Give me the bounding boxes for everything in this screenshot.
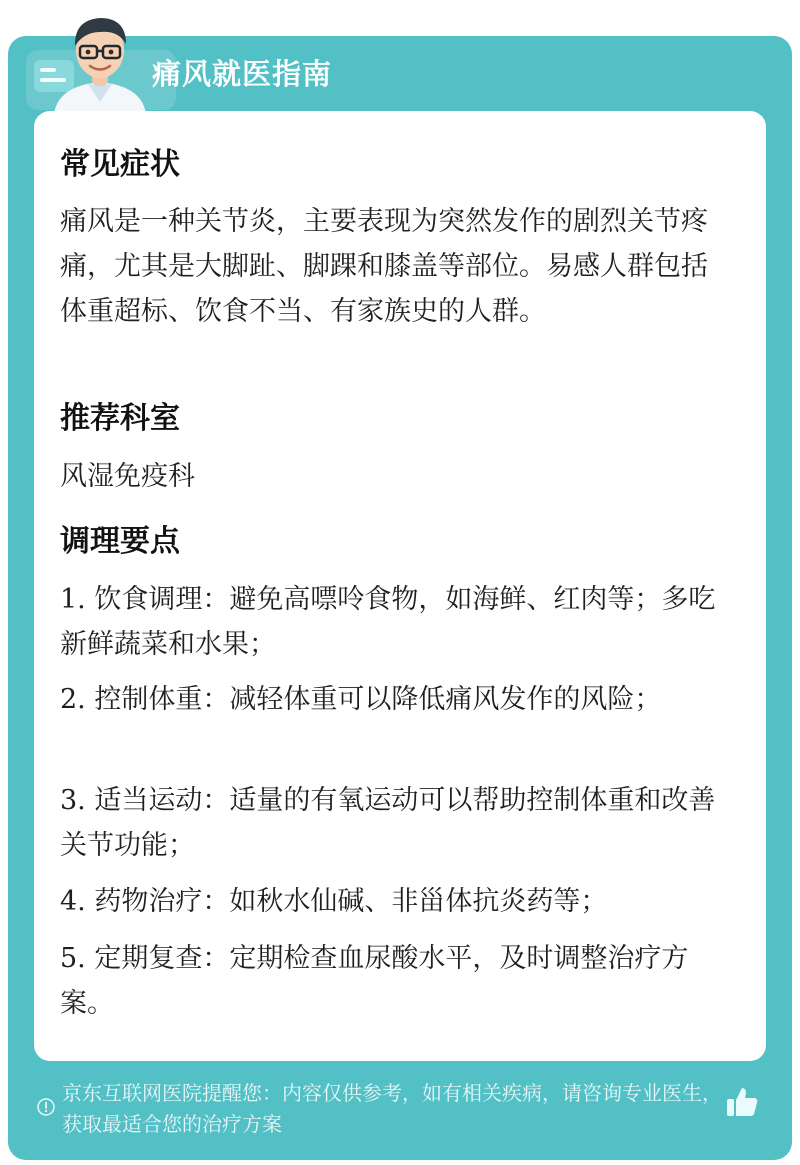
care-item xyxy=(60,778,730,868)
disclaimer-text: 京东互联网医院提醒您：内容仅供参考，如有相关疾病，请咨询专业医生，获取最适合您的治疗方案 xyxy=(62,1081,722,1136)
department-text: 风湿免疫科 xyxy=(60,461,195,492)
care-title: 调理要点 xyxy=(60,524,180,559)
care-item-text: 控制体重：减轻体重可以降低痛风发作的风险； xyxy=(94,684,662,715)
care-item-text: 适当运动：适量的有氧运动可以帮助控制体重和改善关节功能； xyxy=(60,785,716,861)
symptoms-text: 痛风是一种关节炎，主要表现为突然发作的剧烈关节疼痛，尤其是大脚趾、脚踝和膝盖等部位。易感人群包括体重超标、饮食不当、有家族史的人群。 xyxy=(60,206,708,327)
care-item-number: 4. xyxy=(60,886,86,917)
symptoms-title: 常见症状 xyxy=(60,147,180,182)
care-item-number: 3. xyxy=(60,785,86,816)
thumbs-up-icon[interactable] xyxy=(724,1084,760,1120)
care-item-text: 药物治疗：如秋水仙碱、非甾体抗炎药等； xyxy=(94,886,608,917)
care-item-text: 定期复查：定期检查血尿酸水平，及时调整治疗方案。 xyxy=(60,943,689,1019)
doctor-avatar xyxy=(44,6,156,114)
page-title: 痛风就医指南 xyxy=(152,57,333,91)
care-item-number: 2. xyxy=(60,684,86,715)
care-item xyxy=(60,677,730,722)
department-title: 推荐科室 xyxy=(60,401,180,436)
care-item xyxy=(60,577,730,667)
care-item-number: 1. xyxy=(60,584,86,615)
info-icon xyxy=(36,1097,56,1117)
care-item xyxy=(60,936,730,1026)
care-item xyxy=(60,879,730,924)
care-item-number: 5. xyxy=(60,943,86,974)
care-item-text: 饮食调理：避免高嘌呤食物，如海鲜、红肉等；多吃新鲜蔬菜和水果； xyxy=(60,584,716,660)
